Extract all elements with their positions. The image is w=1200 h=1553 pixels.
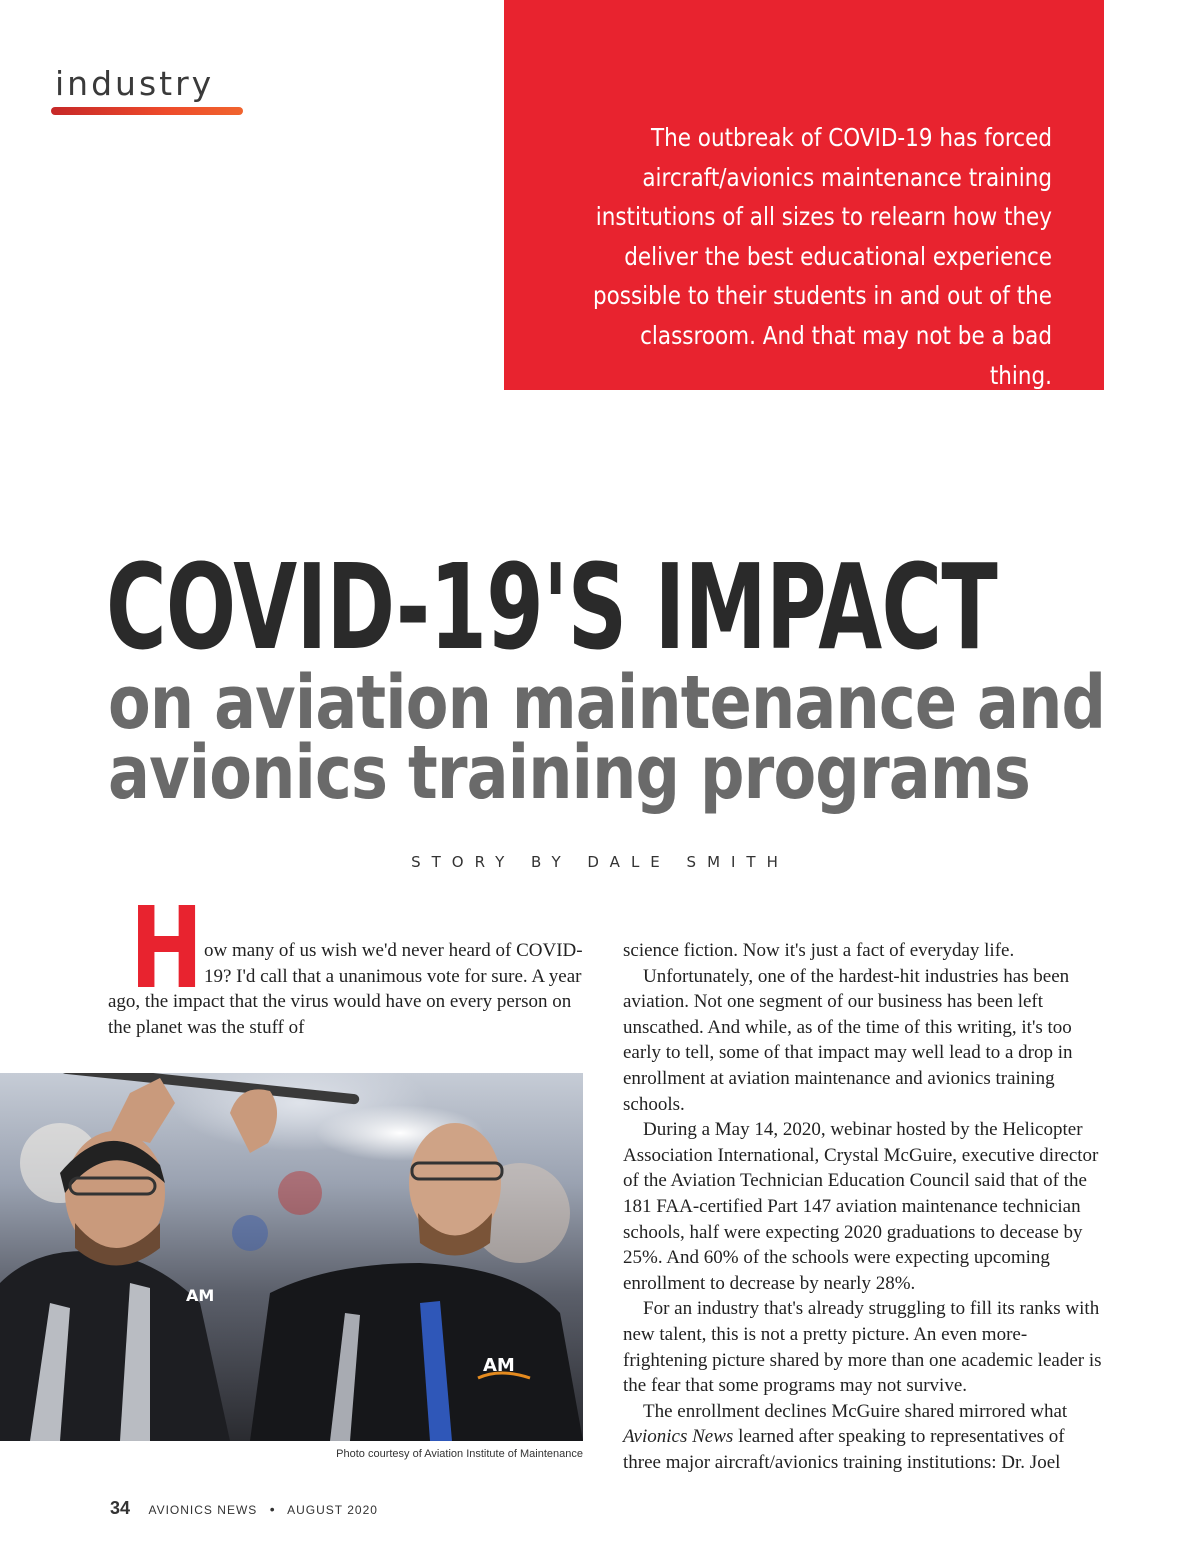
subtitle-line: avionics training programs — [108, 730, 1030, 816]
body-paragraph: science fiction. Now it's just a fact of everyday life. — [623, 940, 1015, 961]
article-photo — [0, 1073, 583, 1441]
body-paragraph: ow many of us wish we'd never heard of COVID-19? I'd call that a unanimous vote for sure. A year ago, the impact that the virus would have on every person on the planet was the stuff of — [108, 940, 583, 1038]
footer-separator: • — [269, 1501, 275, 1517]
body-paragraph — [623, 1399, 1103, 1476]
page-number: 34 — [110, 1498, 131, 1518]
body-text: The enrollment declines McGuire shared mirrored what — [643, 1400, 1068, 1422]
deck-line: The outbreak of COVID-19 has forced — [650, 123, 1052, 152]
subtitle-line: on aviation maintenance and — [108, 660, 1106, 746]
section-underline — [51, 107, 243, 115]
body-paragraph: During a May 14, 2020, webinar hosted by the Helicopter Association International, Crystal McGuire, executive director of the Aviation Technician Education Council said that of the 181 FAA-certified Part 147 aviation maintenance technician schools, half were expecting 2020 graduations to decease by 25%. And 60% of the schools were expecting upcoming enrollment to decrease by nearly 28%. — [623, 1119, 1099, 1294]
drop-cap: H — [130, 884, 204, 1014]
headline-title: COVID-19'S IMPACT — [106, 538, 998, 676]
page-footer — [110, 1498, 378, 1519]
deck-line: classroom. And that may not be a bad thing. — [640, 320, 1052, 390]
headline-subtitle — [108, 660, 1106, 816]
byline: STORY BY DALE SMITH — [411, 853, 789, 871]
deck-line: possible to their students in and out of the — [592, 281, 1052, 311]
deck-text — [588, 118, 1052, 395]
issue-date: AUGUST 2020 — [287, 1503, 378, 1517]
body-text: learned after speaking to representatives of three major aircraft/avionics training institutions: Dr. Joel — [623, 1426, 1065, 1473]
photo-caption: Photo courtesy of Aviation Institute of Maintenance — [336, 1448, 583, 1460]
section-label: industry — [55, 64, 215, 103]
publication-name: Avionics News — [623, 1426, 734, 1448]
publication-title: AVIONICS NEWS — [148, 1503, 258, 1517]
shirt-logo: AM — [483, 1355, 515, 1376]
body-column-right — [623, 938, 1103, 1475]
deck-box — [504, 0, 1104, 390]
deck-line: aircraft/avionics maintenance training — [642, 162, 1052, 192]
body-column-left — [108, 884, 584, 1040]
photo-illustration — [0, 1073, 583, 1441]
deck-line: institutions of all sizes to relearn how they — [595, 202, 1052, 232]
body-paragraph: Unfortunately, one of the hardest-hit industries has been aviation. Not one segment of our business has been left unscathed. And while, as of the time of this writing, it's too early to tell, some of that impact may well lead to a drop in enrollment at aviation maintenance and avionics training schools. — [623, 965, 1073, 1115]
body-paragraph: For an industry that's already struggling to fill its ranks with new talent, this is not a pretty picture. An even more-frightening picture shared by more than one academic leader is the fear that some programs may not survive. — [623, 1298, 1102, 1397]
deck-line: deliver the best educational experience — [624, 241, 1052, 271]
shirt-logo: AM — [186, 1286, 215, 1305]
